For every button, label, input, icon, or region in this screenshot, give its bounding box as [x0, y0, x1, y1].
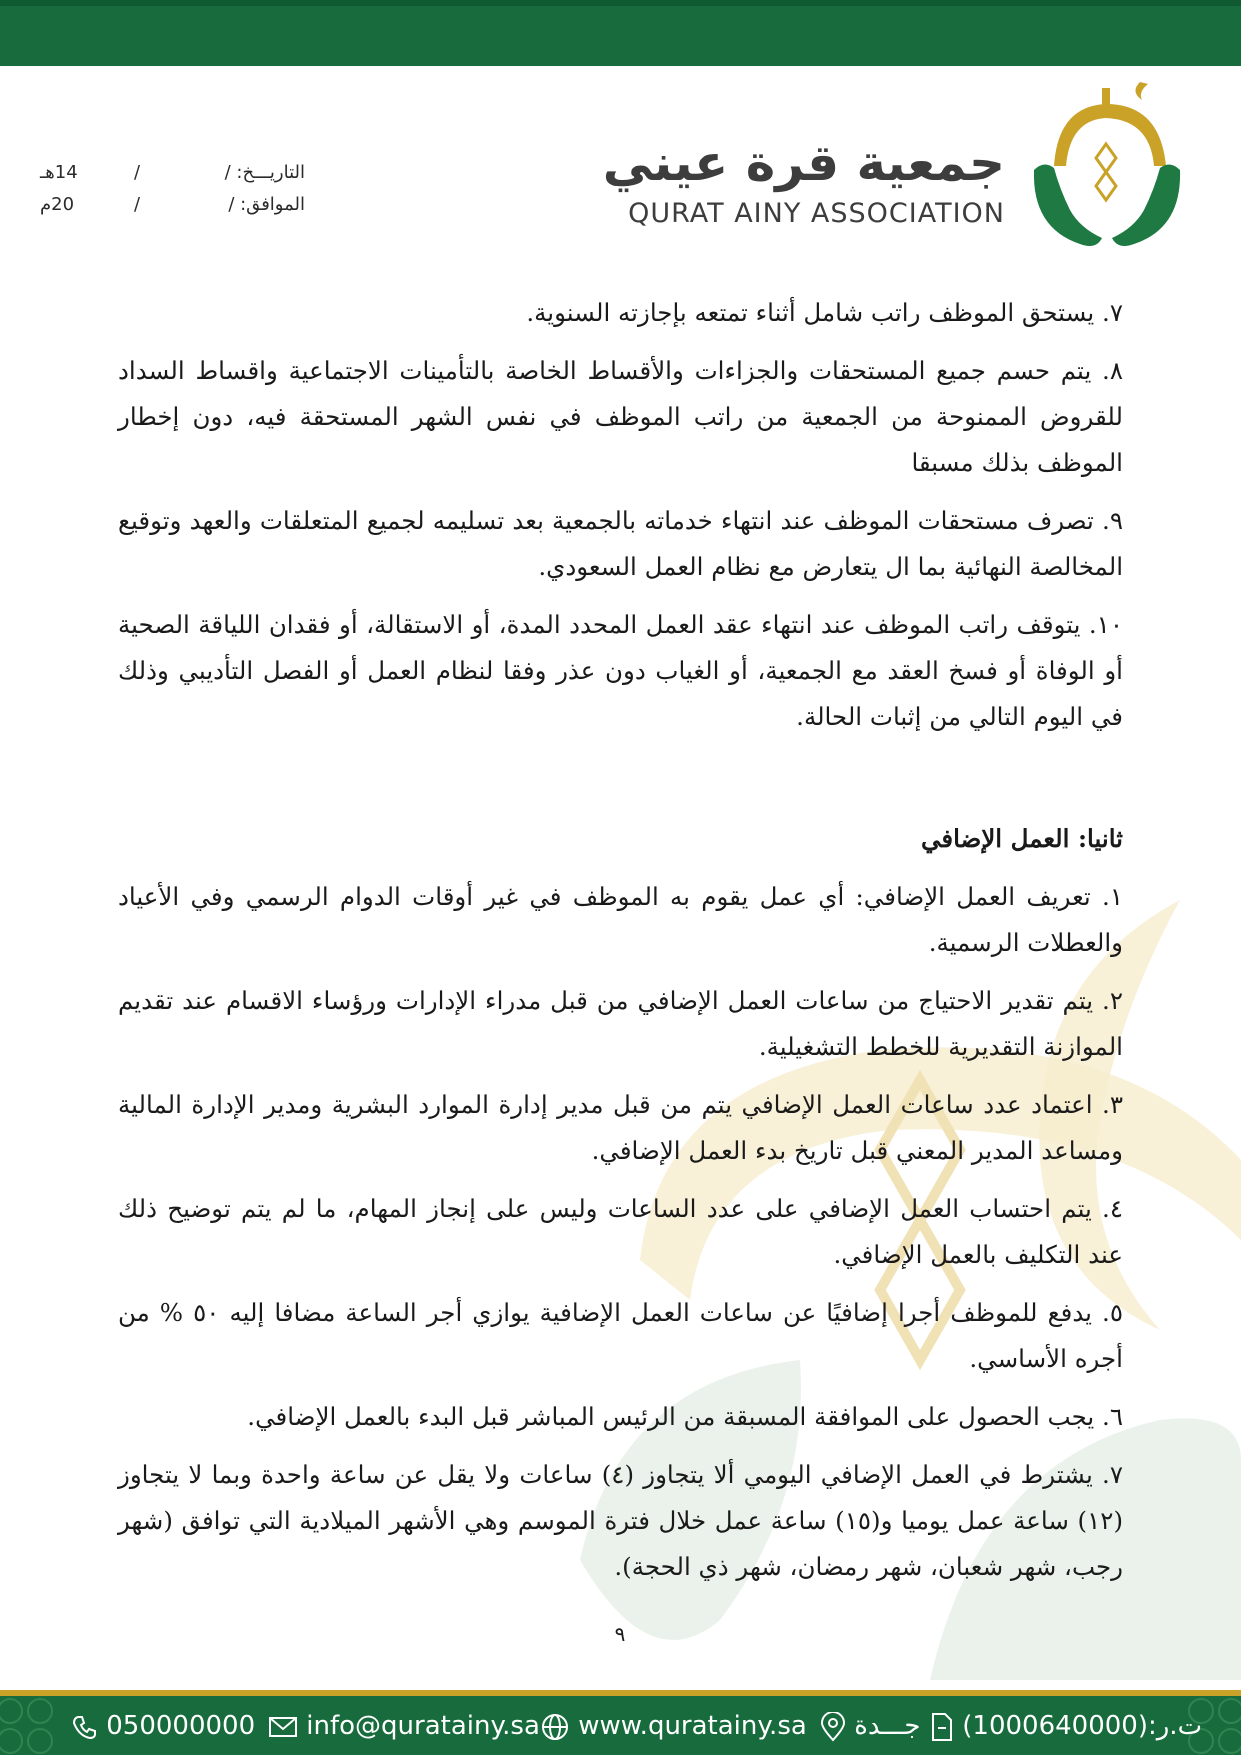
list-item: ٤. يتم احتساب العمل الإضافي على عدد الساعات وليس على إنجاز المهام، ما لم يتم توضيح ذلك عند التكليف بالعمل الإضافي.	[118, 1194, 1123, 1269]
hijri-date-label: التاريـــخ: /	[224, 162, 305, 183]
list-item: ٣. اعتماد عدد ساعات العمل الإضافي يتم من قبل مدير إدارة الموارد البشرية ومدير الإدارة المالية ومساعد المدير المعني قبل تاريخ بدء العمل الإضافي.	[118, 1090, 1123, 1165]
city-name: جـــدة	[854, 1711, 921, 1741]
footer-location	[820, 1708, 920, 1744]
gregorian-date-row	[40, 194, 305, 226]
list-item: ٨. يتم حسم جميع المستحقات والجزاءات والأقساط الخاصة بالتأمينات الاجتماعية واقساط السداد للقروض الممنوحة من الجمعية من راتب الموظف في نفس الشهر المستحقة فيه، دون إخطار الموظف بذلك مسبقا	[118, 356, 1123, 477]
top-banner	[0, 0, 1241, 66]
website-url: www.quratainy.sa	[578, 1711, 807, 1741]
list-item: ١. تعريف العمل الإضافي: أي عمل يقوم به الموظف في غير أوقات الدوام الرسمي وفي الأعياد والعطلات الرسمية.	[118, 882, 1123, 957]
footer-website[interactable]	[540, 1708, 807, 1744]
footer-registration	[930, 1708, 1202, 1744]
section-title: ثانيا: العمل الإضافي	[920, 824, 1123, 853]
gregorian-year-suffix: 20م	[40, 194, 75, 215]
list-item: ٧. يستحق الموظف راتب شامل أثناء تمتعه بإجازته السنوية.	[526, 298, 1123, 327]
hijri-year-suffix: 14هـ	[40, 162, 78, 183]
footer-email[interactable]	[268, 1708, 540, 1744]
document-icon	[930, 1712, 954, 1742]
list-item: ٦. يجب الحصول على الموافقة المسبقة من الرئيس المباشر قبل البدء بالعمل الإضافي.	[247, 1402, 1123, 1431]
phone-icon	[70, 1713, 98, 1741]
footer-phone[interactable]	[70, 1708, 255, 1744]
list-item: ٢. يتم تقدير الاحتياج من ساعات العمل الإضافي من قبل مدراء الإدارات ورؤساء الاقسام عند تقديم الموازنة التقديرية للخطط التشغيلية.	[118, 986, 1123, 1061]
globe-icon	[540, 1712, 570, 1742]
document-body	[118, 290, 1123, 1602]
footer-bar	[0, 1696, 1241, 1755]
brand-name-arabic: جمعية قرة عيني	[602, 134, 1005, 192]
list-item: ٧. يشترط في العمل الإضافي اليومي ألا يتجاوز (٤) ساعات ولا يقل عن ساعة واحدة وبما لا يتجاوز (١٢) ساعة عمل يوميا و(١٥) ساعة عمل خلال فترة الموسم وهي الأشهر الميلادية التي توافق (شهر رجب، شهر شعبان، شهر رمضان، شهر ذي الحجة).	[118, 1460, 1123, 1581]
list-item: ١٠. يتوقف راتب الموظف عند انتهاء عقد العمل المحدد المدة، أو الاستقالة، أو فقدان اللياقة الصحية أو الوفاة أو فسخ العقد مع الجمعية، أو الغياب دون عذر وفقا لنظام العمل أو الفصل التأديبي وذلك في اليوم التالي من إثبات الحالة.	[118, 610, 1123, 731]
list-item: ٩. تصرف مستحقات الموظف عند انتهاء خدماته بالجمعية بعد تسليمه لجميع المتعلقات والعهد وتوقيع المخالصة النهائية بما ال يتعارض مع نظام العمل السعودي.	[118, 506, 1123, 581]
association-logo	[1030, 78, 1210, 258]
page-number: ٩	[614, 1622, 626, 1646]
mail-icon	[268, 1714, 298, 1740]
date-separator: /	[134, 162, 141, 183]
phone-number: 050000000	[106, 1711, 256, 1741]
footer-pattern-icon	[0, 1696, 60, 1755]
hijri-date-row	[40, 162, 305, 194]
top-banner-edge	[0, 0, 1241, 6]
email-address: info@quratainy.sa	[306, 1711, 540, 1741]
date-block	[40, 162, 305, 226]
gregorian-date-label: الموافق: /	[228, 194, 305, 215]
registration-number: ت.ر:(1000640000)	[962, 1711, 1203, 1741]
location-pin-icon	[820, 1712, 846, 1742]
brand-name-english: QURAT AINY ASSOCIATION	[628, 198, 1005, 229]
date-separator: /	[134, 194, 141, 215]
list-item: ٥. يدفع للموظف أجرا إضافيًا عن ساعات العمل الإضافية يوازي أجر الساعة مضافا إليه ٥٠ % من أجره الأساسي.	[118, 1298, 1123, 1373]
